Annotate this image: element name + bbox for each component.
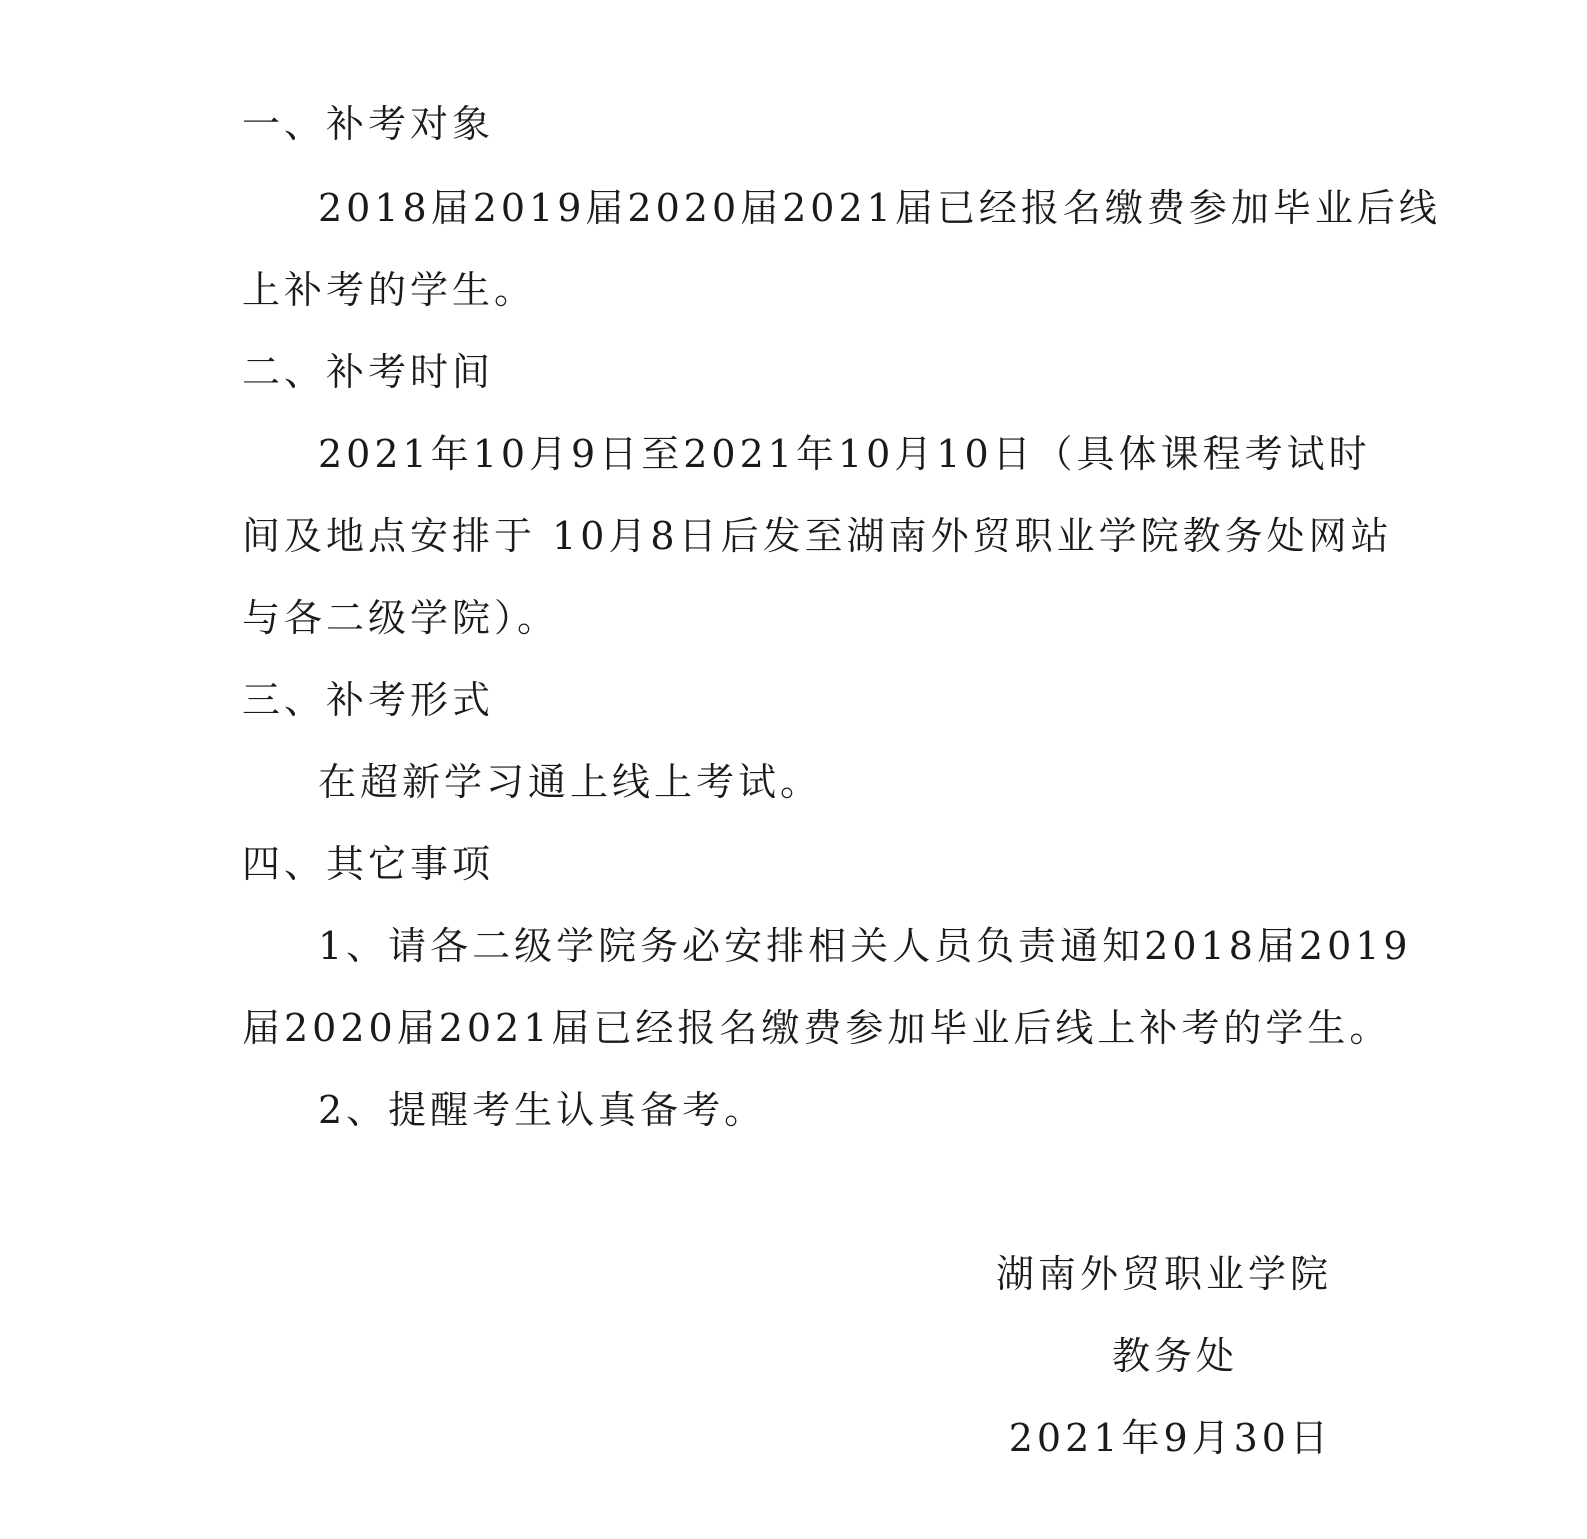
- section-3-heading: 三、补考形式: [242, 678, 495, 722]
- section-4-body-line-3: 2、提醒考生认真备考。: [318, 1088, 767, 1132]
- section-4-body-line-2: 届2020届2021届已经报名缴费参加毕业后线上补考的学生。: [242, 1006, 1392, 1050]
- section-1-heading: 一、补考对象: [242, 102, 495, 146]
- section-2-body-line-3: 与各二级学院）。: [242, 596, 560, 640]
- section-1-body-line-2: 上补考的学生。: [242, 268, 537, 312]
- section-1-body-line-1: 2018届2019届2020届2021届已经报名缴费参加毕业后线: [318, 186, 1441, 230]
- signature-date: 2021年9月30日: [1008, 1416, 1332, 1460]
- signature-office: 教务处: [1112, 1334, 1239, 1378]
- section-4-heading: 四、其它事项: [242, 842, 495, 886]
- section-3-body-line-1: 在超新学习通上线上考试。: [318, 760, 823, 804]
- section-2-body-line-1: 2021年10月9日至2021年10月10日（具体课程考试时: [318, 432, 1371, 476]
- section-2-heading: 二、补考时间: [242, 350, 495, 394]
- section-4-body-line-1: 1、请各二级学院务必安排相关人员负责通知2018届2019: [318, 924, 1412, 968]
- section-2-body-line-2: 间及地点安排于 10月8日后发至湖南外贸职业学院教务处网站: [242, 514, 1393, 558]
- signature-institution: 湖南外贸职业学院: [995, 1252, 1332, 1296]
